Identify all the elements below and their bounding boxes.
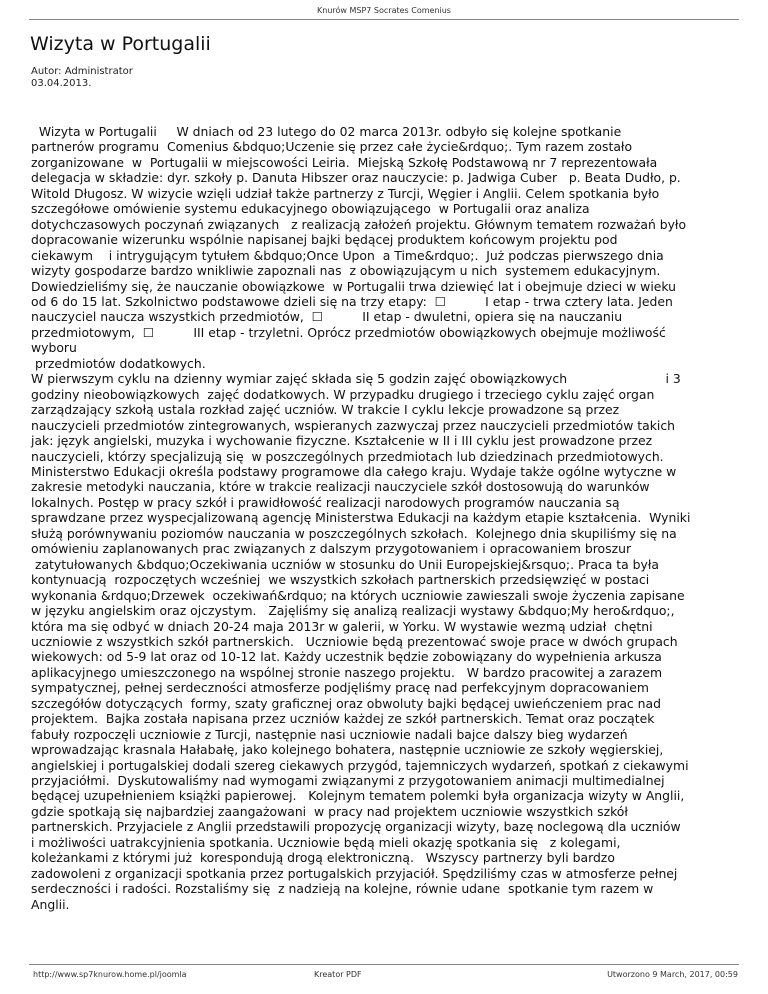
body-line: dopracowanie wizerunku wspólnie napisanej bajki będącej produktem końcowym projektu pod [31,232,618,248]
body-line: szczegółów dotyczących formy, szaty graficznej oraz obwoluty bajki będącej uwieńczeniem prac nad [31,695,661,711]
body-line: angielskiej i portugalskiej dodali szereg ciekawych przygód, tajemniczych wydarzeń, spotkań z ciekawymi [31,757,689,773]
body-line: przedmiotowym, ☐ III etap - trzyletni. Oprócz przedmiotów obowiązkowych obejmuje możliwość [31,324,666,340]
body-line: W pierwszym cyklu na dzienny wymiar zajęć składa się 5 godzin zajęć obowiązkowych i 3 [31,371,681,387]
body-line: i możliwości uatrakcyjnienia spotkania. Uczniowie będą mieli okazję spotkania się z kolegami, [31,834,621,850]
body-line: partnerów programu Comenius &bdquo;Uczenie się przez całe życie&rdquo;. Tym razem zostało [31,139,633,155]
header-divider [29,19,739,20]
body-line: sprawdzane przez wyspecjalizowaną agencję Ministerstwa Edukacji na każdym etapie kształcenia. Wyniki [31,510,691,526]
body-line: nauczycieli, którzy specjalizują się w poszczególnych przedmiotach lub dziedzinach przedmiotowych. [31,448,664,464]
body-line: nauczycieli przedmiotów zintegrowanych, wspieranych zazwyczaj przez nauczycieli przedmiotów takich [31,417,676,433]
body-line: serdeczności i radości. Rozstaliśmy się z nadzieją na kolejne, równie udane spotkanie tym razem w [31,881,654,897]
body-line: wiekowych: od 5-9 lat oraz od 10-12 lat. Każdy uczestnik będzie zobowiązany do wypełnienia arkusza [31,649,662,665]
article-title: Wizyta w Portugalii [30,33,211,55]
body-line: od 6 do 15 lat. Szkolnictwo podstawowe dzieli się na trzy etapy: ☐ I etap - trwa cztery lata. Jeden [31,293,673,309]
body-line: lokalnych. Postęp w pracy szkół i prawidłowość realizacji narodowych programów nauczania są [31,494,620,510]
article-body [31,124,731,912]
body-line: nauczyciel naucza wszystkich przedmiotów, ☐ II etap - dwuletni, opiera się na nauczaniu [31,309,623,325]
body-line: delegacja w składzie: dyr. szkoły p. Danuta Hibszer oraz nauczycie: p. Jadwiga Cuber p. Beata Dudło, p. [31,170,681,186]
body-line: zorganizowane w Portugalii w miejscowości Leiria. Miejską Szkołę Podstawową nr 7 reprezentowała [31,154,658,170]
body-line: partnerskich. Przyjaciele z Anglii przedstawili propozycję organizacji wizyty, bazę noclegową dla uczniów [31,819,681,835]
footer-generator: Kreator PDF [314,970,362,979]
body-line: zarządzający szkołą ustala rozkład zajęć uczniów. W trakcie I cyklu lekcje prowadzone są przez [31,402,620,418]
footer-divider [29,964,739,965]
body-line: Wizyta w Portugalii W dniach od 23 lutego do 02 marca 2013r. odbyło się kolejne spotkanie [31,124,622,139]
body-line: będącej uzupełnieniem książki papierowej. Kolejnym tematem polemki była organizacja wizyty w Anglii, [31,788,685,804]
body-line: Witold Długosz. W wizycie wzięli udział także partnerzy z Turcji, Węgier i Anglii. Celem spotkania było [31,185,660,201]
body-line: sympatycznej, pełnej serdeczności atmosferze podjęliśmy pracę nad perfekcyjnym dopracowaniem [31,680,649,696]
body-line: wprowadzając krasnala Hałabałę, jako kolejnego bohatera, następnie uczniowie ze szkoły węgierskiej, [31,742,664,758]
body-line: koleżankami z którymi już korespondują drogą elektroniczną. Wszyscy partnerzy byli bardzo [31,850,615,866]
body-line: dotychczasowych poczynań związanych z realizacją założeń projektu. Głównym tematem rozważań było [31,216,687,232]
body-line: zadowoleni z organizacji spotkania przez portugalskich przyjaciół. Spędziliśmy czas w atmosferze pełnej [31,865,678,881]
body-line: godziny nieobowiązkowych zajęć dodatkowych. W przypadku drugiego i trzeciego cyklu zajęć organ [31,386,655,402]
body-line: przyjaciółmi. Dyskutowaliśmy nad wymogami związanymi z przygotowaniem animacji multimedialnej [31,773,665,789]
body-line: Anglii. [31,896,70,912]
body-line: przedmiotów dodatkowych. [31,355,206,371]
body-line: Dowiedzieliśmy się, że nauczanie obowiązkowe w Portugalii trwa dziewięć lat i obejmuje dzieci w wieku [31,278,677,294]
body-line: aplikacyjnego umieszczonego na wspólnej stronie naszego projektu. W bardzo pracowitej a zarazem [31,664,663,680]
footer-url: http://www.sp7knurow.home.pl/joomla [33,970,187,979]
body-line: wizyty gospodarze bardzo wnikliwie zapoznali nas z obowiązującym u nich systemem edukacyjnym. [31,263,661,279]
page-header: Knurów MSP7 Socrates Comenius [317,6,451,15]
article-meta [31,66,133,90]
body-line: Ministerstwo Edukacji określa podstawy programowe dla całego kraju. Wydaje także ogólne wytyczne w [31,463,677,479]
body-line: projektem. Bajka została napisana przez uczniów każdej ze szkół partnerskich. Temat oraz początek [31,711,655,727]
body-line: w języku angielskim oraz ojczystym. Zajęliśmy się analizą realizacji wystawy &bdquo;My hero&rdquo;, [31,603,675,619]
body-line: ciekawym i intrygującym tytułem &bdquo;Once Upon a Time&rdquo;. Już podczas pierwszego dnia [31,247,664,263]
body-line: fabuły rozpoczęli uczniowie z Turcji, następnie nasi uczniowie nadali bajce dalszy bieg wydarzeń [31,726,628,742]
footer-created: Utworzono 9 March, 2017, 00:59 [607,970,738,979]
body-line: omówieniu zaplanowanych prac związanych z dalszym przygotowaniem i opracowaniem broszur [31,541,632,557]
body-line: zatytułowanych &bdquo;Oczekiwania uczniów w stosunku do Unii Europejskiej&rsquo;. Praca ta była [31,556,659,572]
body-line: gdzie spotkają się najbardziej zaangażowani w pracy nad projektem uczniowie wszystkich szkół [31,803,628,819]
publish-date: 03.04.2013. [31,78,92,89]
author-line: Autor: Administrator [31,66,133,77]
body-line: szczegółowe omówienie systemu edukacyjnego obowiązującego w Portugalii oraz analiza [31,201,590,217]
body-line: uczniowie z wszystkich szkół partnerskich. Uczniowie będą prezentować swoje prace w dwóch grupach [31,633,678,649]
body-line: służą porównywaniu poziomów nauczania w poszczególnych szkołach. Kolejnego dnia skupiliśmy się na [31,525,677,541]
body-line: kontynuacją rozpoczętych wcześniej we wszystkich szkołach partnerskich przedsięwzięć w postaci [31,572,650,588]
body-line: wykonania &rdquo;Drzewek oczekiwań&rdquo; na których uczniowie zawieszali swoje życzenia zapisane [31,587,685,603]
body-line: która ma się odbyć w dniach 20-24 maja 2013r w galerii, w Yorku. W wystawie wezmą udział chętni [31,618,653,634]
body-line: zakresie metodyki nauczania, które w trakcie realizacji nauczyciele szkół dostosowują do warunków [31,479,650,495]
body-line: wyboru [31,340,77,356]
body-line: jak: język angielski, muzyka i wychowanie fizyczne. Kształcenie w II i III cyklu jest prowadzone przez [31,433,653,449]
